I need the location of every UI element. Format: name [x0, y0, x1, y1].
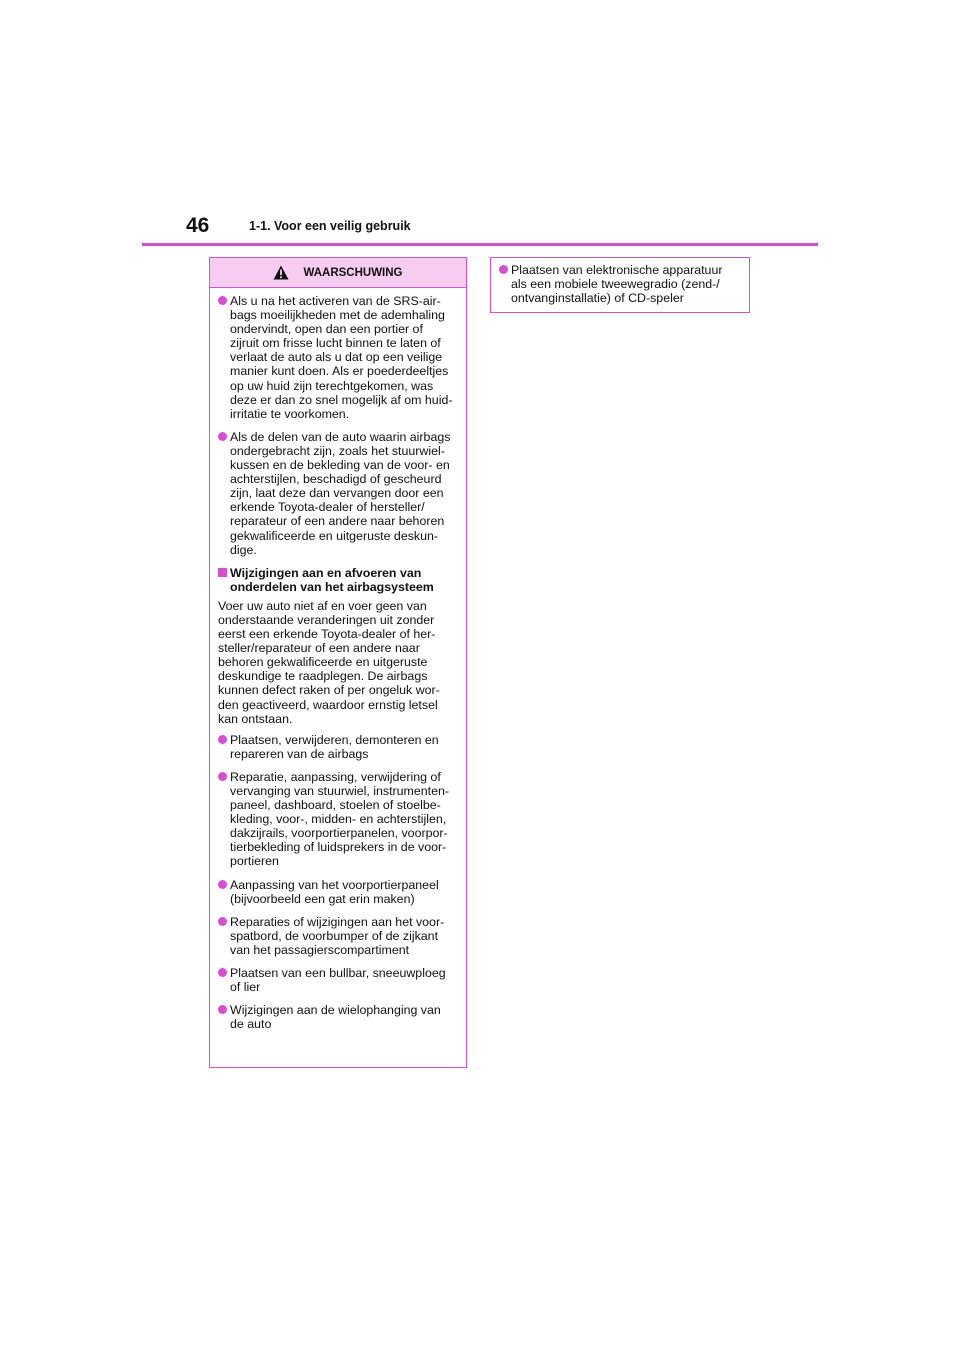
paragraph-line: eerst een erkende Toyota-dealer of her- — [218, 627, 436, 642]
list-item-line: Plaatsen van een bullbar, sneeuwploeg — [230, 966, 446, 981]
subheading — [218, 566, 458, 594]
list-item-line: repareren van de airbags — [230, 746, 369, 761]
warning-body — [210, 288, 466, 1031]
list-item-line: Reparaties of wijzigingen aan het voor- — [230, 914, 445, 929]
list-item-line: Wijzigingen aan de wielophanging van — [230, 1003, 441, 1018]
list-item-line: Plaatsen, verwijderen, demonteren en — [230, 732, 439, 747]
page-number: 46 — [186, 214, 210, 237]
list-item-line: (bijvoorbeeld een gat erin maken) — [230, 891, 415, 906]
paragraph-line: steller/reparateur of een andere naar — [218, 641, 420, 656]
paragraph-line: den geactiveerd, waardoor ernstig letsel — [218, 697, 438, 712]
subheading-line: Wijzigingen aan en afvoeren van — [230, 565, 422, 580]
list-item-line: portieren — [230, 854, 279, 869]
warning-header — [210, 258, 466, 288]
list-item — [218, 915, 458, 957]
list-item — [218, 1003, 458, 1031]
list-item-line: zijn, laat deze dan vervangen door een — [230, 486, 444, 501]
list-item-line: zijruit om frisse lucht binnen te laten of — [230, 336, 441, 351]
subheading-line: onderdelen van het airbagsysteem — [230, 579, 434, 594]
list-item-line: dige. — [230, 542, 257, 557]
list-item-line: reparateur of een andere naar behoren — [230, 514, 445, 529]
paragraph-line: Voer uw auto niet af en voer geen van — [218, 598, 427, 613]
continued-box — [490, 257, 750, 313]
list-item-line: vervanging van stuurwiel, instrumenten- — [230, 784, 450, 798]
list-item-line: ondervindt, open dan een portier of — [230, 322, 423, 337]
warning-triangle-icon — [273, 265, 289, 280]
list-item-line: Als u na het activeren van de SRS-air- — [230, 294, 441, 308]
bullet-dot-icon — [218, 735, 227, 744]
list-item-line: irritatie te voorkomen. — [230, 406, 350, 421]
list-item — [218, 733, 458, 761]
list-item-line: manier kunt doen. Als er poederdeeltjes — [230, 364, 449, 379]
bullet-dot-icon — [218, 968, 227, 977]
paragraph-line: kunnen defect raken of per ongeluk wor- — [218, 683, 440, 698]
list-item-line: ontvanginstallatie) of CD-speler — [511, 291, 684, 306]
list-item — [218, 294, 458, 421]
list-item-line: bags moeilijkheden met de ademhaling — [230, 308, 445, 323]
list-item-line: kleding, voor-, midden- en achterstijlen, — [230, 812, 447, 827]
warning-box — [209, 257, 467, 1068]
list-item-line: op uw huid zijn terechtgekomen, was — [230, 378, 434, 393]
list-item-line: spatbord, de voorbumper of de zijkant — [230, 928, 439, 943]
list-item-line: Reparatie, aanpassing, verwijdering of — [230, 769, 441, 784]
bullet-dot-icon — [218, 917, 227, 926]
bullet-dot-icon — [499, 265, 508, 274]
list-item — [499, 263, 741, 305]
list-item-line: tierbekleding of luidsprekers in de voor- — [230, 840, 447, 855]
list-item-line: van het passagierscompartiment — [230, 942, 410, 957]
list-item-line: Aanpassing van het voorportierpaneel — [230, 877, 439, 892]
paragraph — [218, 599, 458, 726]
list-item — [218, 966, 458, 994]
list-item-line: erkende Toyota-dealer of hersteller/ — [230, 500, 425, 515]
list-item-line: dakzijrails, voorportierpanelen, voorpor- — [230, 826, 448, 841]
list-item-line: achterstijlen, beschadigd of gescheurd — [230, 472, 442, 487]
header-rule — [142, 243, 818, 246]
paragraph-line: kan ontstaan. — [218, 711, 293, 726]
list-item-line: Als de delen van de auto waarin airbags — [230, 429, 451, 444]
paragraph-line: onderstaande veranderingen uit zonder — [218, 612, 435, 627]
bullet-dot-icon — [218, 772, 227, 781]
list-item-line: Plaatsen van elektronische apparatuur — [511, 263, 723, 277]
warning-title: WAARSCHUWING — [303, 266, 403, 279]
bullet-dot-icon — [218, 296, 227, 305]
list-item-line: kussen en de bekleding van de voor- en — [230, 458, 450, 473]
list-item-line: de auto — [230, 1017, 272, 1032]
list-item-line: gekwalificeerde en uitgeruste deskun- — [230, 528, 439, 543]
list-item-line: of lier — [230, 980, 261, 995]
list-item-line: deze er dan zo snel mogelijk af om huid- — [230, 392, 453, 407]
list-item-line: verlaat de auto als u dat op een veilige — [230, 350, 443, 365]
list-item — [218, 878, 458, 906]
paragraph-line: deskundige te raadplegen. De airbags — [218, 669, 428, 684]
list-item — [218, 430, 458, 557]
list-item-line: ondergebracht zijn, zoals het stuurwiel- — [230, 443, 445, 458]
list-item-line: als een mobiele tweewegradio (zend-/ — [511, 277, 720, 292]
list-item-line: paneel, dashboard, stoelen of stoelbe- — [230, 798, 441, 813]
bullet-dot-icon — [218, 1005, 227, 1014]
list-item — [218, 770, 458, 869]
bullet-dot-icon — [218, 880, 227, 889]
bullet-dot-icon — [218, 432, 227, 441]
square-bullet-icon — [218, 568, 227, 577]
section-title: 1-1. Voor een veilig gebruik — [249, 219, 411, 233]
paragraph-line: behoren gekwalificeerde en uitgeruste — [218, 655, 428, 670]
